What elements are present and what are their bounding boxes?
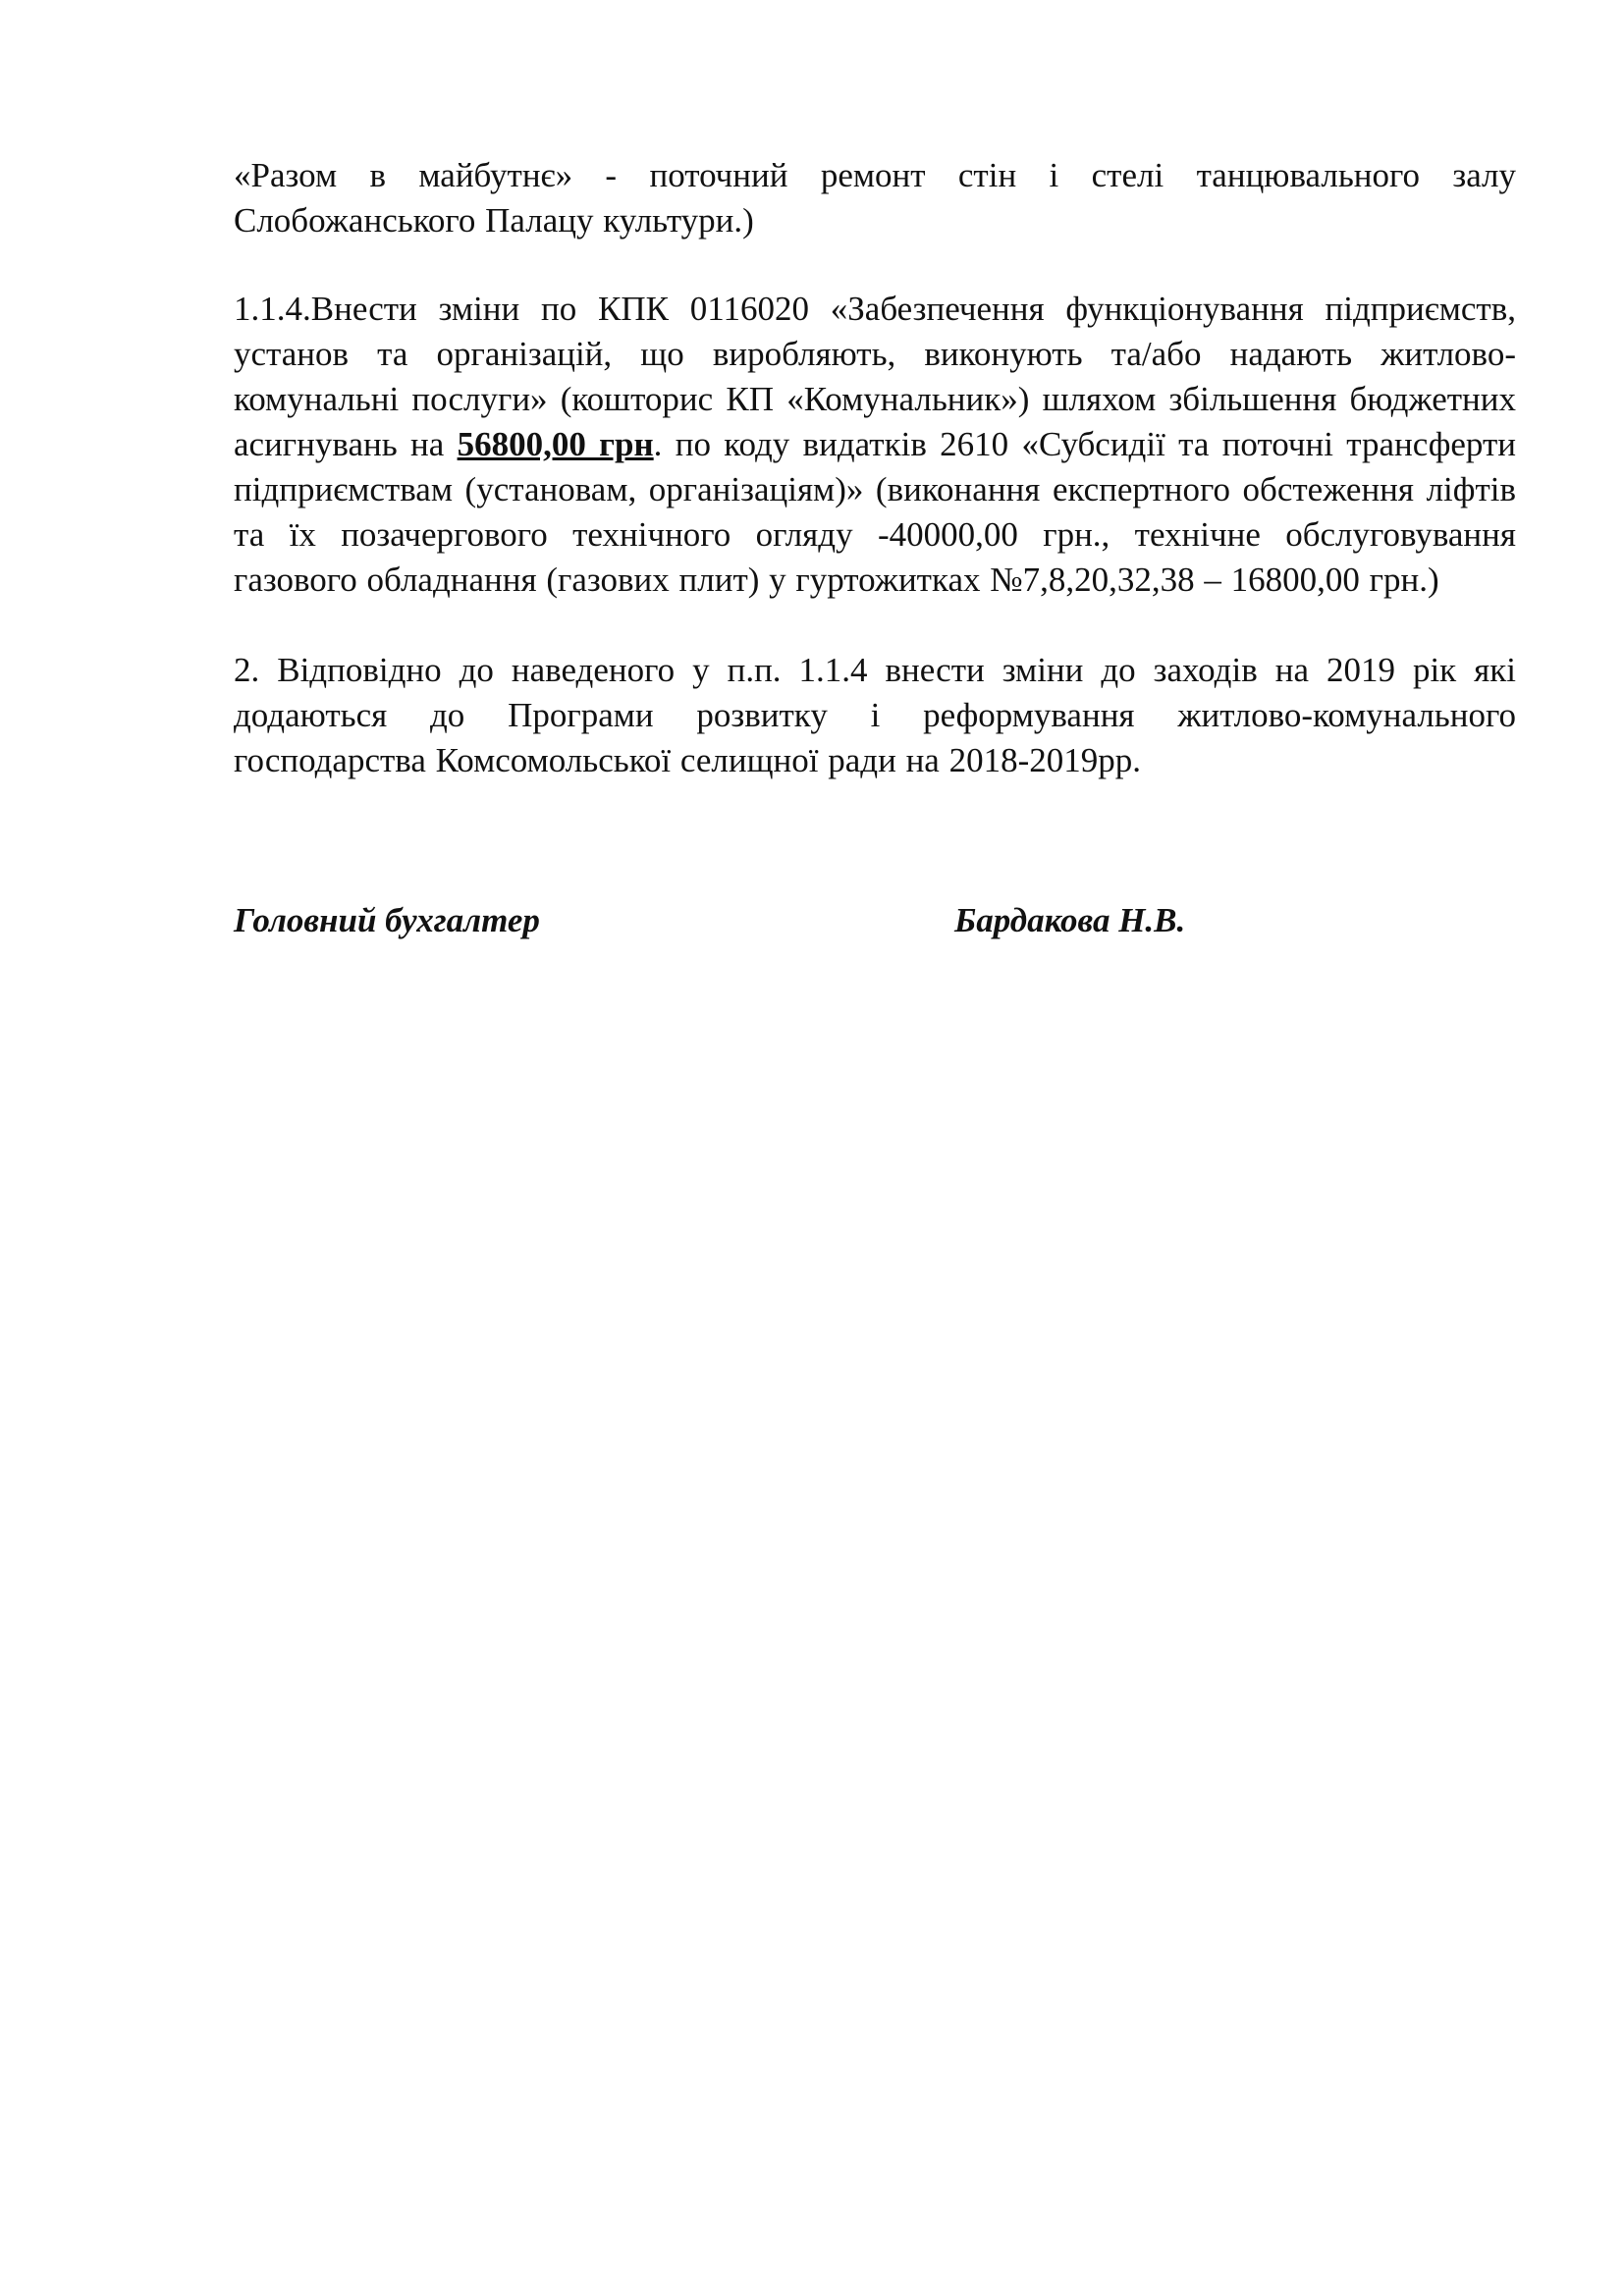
signatory-role: Головний бухгалтер <box>234 901 540 939</box>
paragraph-continuation: «Разом в майбутнє» - поточний ремонт стін і стелі танцювального залу Слобожанського Палацу культури.) <box>234 156 1516 240</box>
paragraph-1-1-4 <box>234 287 1516 603</box>
signatory-name: Бардакова Н.В. <box>954 901 1186 939</box>
paragraph-1-1-4-text-after: . по коду видатків 2610 «Субсидії та поточні трансферти підприємствам (установам, організаціям)» (виконання експертного обстеження ліфтів та їх позачергового технічного огляду -40000,00 грн., технічне обслуговування газового обладнання (газових плит) у гуртожитках №7,8,20,32,38 – 16800,00 грн.) <box>234 425 1516 599</box>
document-body <box>234 153 1516 783</box>
paragraph-2: 2. Відповідно до наведеного у п.п. 1.1.4 внести зміни до заходів на 2019 рік які додаються до Програми розвитку і реформування житлово-комунального господарства Комсомольської селищної ради на 2018-2019рр. <box>234 651 1516 779</box>
paragraph-1-1-4-text-before: 1.1.4.Внести зміни по КПК 0116020 «Забезпечення функціонування підприємств, установ та організацій, що виробляють, виконують та/або надають житлово-комунальні послуги» (кошторис КП «Комунальник») шляхом збільшення бюджетних асигнувань на <box>234 290 1516 463</box>
budget-amount: 56800,00 грн <box>457 425 654 463</box>
